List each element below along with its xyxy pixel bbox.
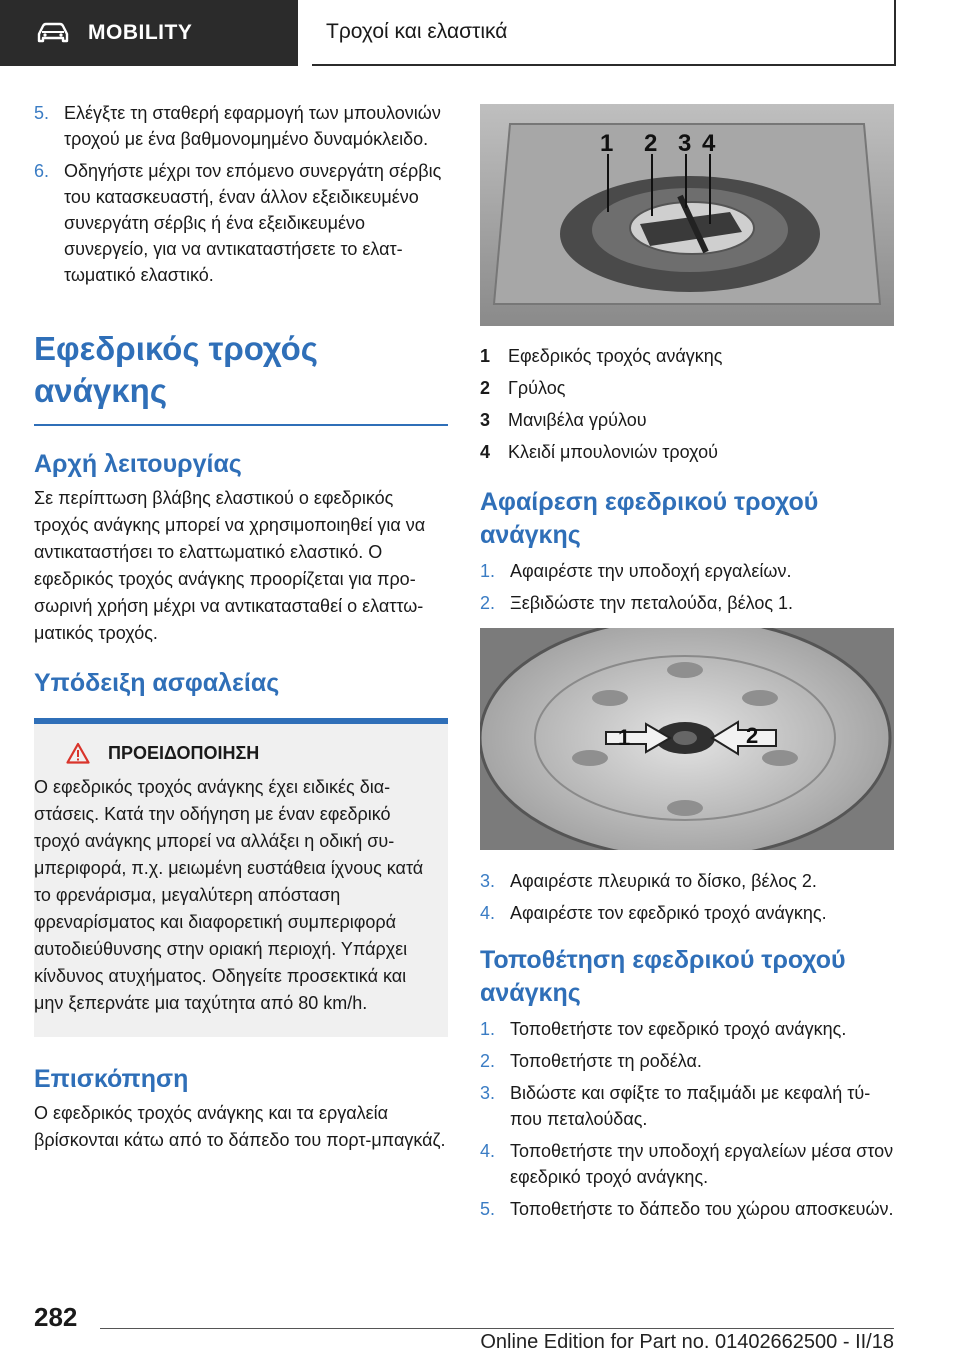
footer-divider bbox=[100, 1328, 894, 1329]
list-item bbox=[480, 900, 894, 926]
list-item bbox=[480, 1138, 894, 1190]
step-text: Τοποθετήστε το δάπεδο του χώρου αποσκευών. bbox=[510, 1199, 894, 1219]
legend-item bbox=[480, 404, 894, 436]
spare-wheel-compartment-image bbox=[480, 104, 894, 326]
step-text: Βιδώστε και σφίξτε το παξιμάδι με κεφαλή τύπου πεταλούδας. bbox=[510, 1083, 871, 1129]
warning-box bbox=[34, 718, 448, 1037]
remove-heading: Αφαίρεση εφεδρικού τροχού ανάγκης bbox=[480, 488, 819, 549]
right-column bbox=[480, 104, 894, 1228]
step-number: 5. bbox=[480, 1199, 496, 1219]
legend-text: Εφεδρικός τροχός ανάγκης bbox=[508, 346, 723, 366]
spare-wheel-nut-image bbox=[480, 628, 894, 850]
list-item bbox=[480, 1080, 894, 1132]
install-steps bbox=[480, 1016, 894, 1222]
install-heading: Τοποθέτηση εφεδρικού τροχού ανάγκης bbox=[480, 946, 846, 1007]
legend-text: Κλειδί μπουλονιών τροχού bbox=[508, 442, 718, 462]
step-text: Οδηγήστε μέχρι τον επόμενο συνεργάτη σέρβις του κατασκευαστή, έναν άλλον εξειδικευμένο συνεργάτη σέρβις ή ένα εξειδικευμένο συνεργείο, για να αντικαταστήσετε το ελαττωματικό ελαστικό. bbox=[64, 161, 442, 285]
legend-number: 1 bbox=[480, 346, 491, 366]
warning-text: Ο εφεδρικός τροχός ανάγκης έχει ειδικές διαστάσεις. Κατά την οδήγηση με έναν εφεδρικό τροχό ανάγκης μπορεί να αλλάξει η οδική συμπεριφορά, π.χ. μειωμένη ευστάθεια ίχνους κατά το φρενάρισμα, μεγαλύτερη απόσταση φρεναρίσματος και διαφορετική συμπεριφορά αυτοδιεύθυνσης στην οριακή περιοχή. Υπάρχει κίνδυνος ατυχήματος. Οδηγείτε προσεκτικά και μην ξεπερνάτε μια ταχύτητα από 80 km/h. bbox=[34, 777, 424, 1013]
figure1-label-1: 1 bbox=[600, 130, 614, 157]
step-number: 1. bbox=[480, 1019, 496, 1039]
step-text: Αφαιρέστε πλευρικά το δίσκο, βέλος 2. bbox=[510, 871, 817, 891]
figure2-label-2: 2 bbox=[746, 723, 759, 748]
warning-triangle-icon bbox=[66, 742, 90, 764]
figure1-label-2: 2 bbox=[644, 130, 658, 157]
step-number: 3. bbox=[480, 1083, 496, 1103]
warning-header bbox=[66, 742, 434, 764]
step-number: 2. bbox=[480, 593, 496, 613]
brand-label: MOBILITY bbox=[88, 21, 193, 44]
overview-heading: Επισκόπηση bbox=[34, 1065, 189, 1093]
step-number: 1. bbox=[480, 561, 496, 581]
step-number: 6. bbox=[34, 161, 50, 181]
chapter-title: Τροχοί και ελαστικά bbox=[326, 20, 508, 43]
page-number: 282 bbox=[34, 1302, 78, 1332]
legend-text: Μανιβέλα γρύλου bbox=[508, 410, 647, 430]
step-text: Τοποθετήστε τη ροδέλα. bbox=[510, 1051, 702, 1071]
list-item bbox=[480, 558, 894, 584]
legend-number: 3 bbox=[480, 410, 491, 430]
step-text: Τοποθετήστε τον εφεδρικό τροχό ανάγκης. bbox=[510, 1019, 847, 1039]
wheel-photo-illustration bbox=[480, 628, 894, 850]
list-item bbox=[480, 1016, 894, 1042]
step-text: Ξεβιδώστε την πεταλούδα, βέλος 1. bbox=[510, 593, 794, 613]
step-number: 2. bbox=[480, 1051, 496, 1071]
overview-text: Ο εφεδρικός τροχός ανάγκης και τα εργαλεία βρίσκονται κάτω από το δάπεδο του πορτ-μπαγκάζ. bbox=[34, 1103, 446, 1150]
edition-text: Online Edition for Part no. 01402662500 - II/18 bbox=[480, 1331, 894, 1353]
list-item bbox=[480, 868, 894, 894]
legend-item bbox=[480, 372, 894, 404]
figure2-label-1: 1 bbox=[618, 725, 631, 750]
safety-heading: Υπόδειξη ασφαλείας bbox=[34, 669, 280, 697]
step-number: 5. bbox=[34, 103, 50, 123]
section-title: Εφεδρικός τροχός ανάγκης bbox=[34, 328, 448, 426]
page-header bbox=[0, 0, 960, 66]
step-number: 3. bbox=[480, 871, 496, 891]
steps-top-list bbox=[34, 100, 448, 288]
principle-heading: Αρχή λειτουργίας bbox=[34, 450, 242, 478]
list-item bbox=[480, 590, 894, 616]
step-text: Αφαιρέστε την υποδοχή εργαλείων. bbox=[510, 561, 792, 581]
chapter-tab bbox=[312, 0, 896, 66]
legend-text: Γρύλος bbox=[508, 378, 566, 398]
left-column bbox=[34, 100, 448, 1154]
list-item bbox=[34, 100, 448, 152]
step-number: 4. bbox=[480, 903, 496, 923]
step-number: 4. bbox=[480, 1141, 496, 1161]
legend-number: 4 bbox=[480, 442, 491, 462]
brand-tab bbox=[0, 0, 298, 66]
list-item bbox=[34, 158, 448, 288]
legend-item bbox=[480, 340, 894, 372]
principle-text: Σε περίπτωση βλάβης ελαστικού ο εφεδρικός τροχός ανάγκης μπορεί να χρησιμοποιηθεί για να αντικαταστήσει το ελαττωματικό ελαστικό. Ο εφεδρικός τροχός ανάγκης προορίζεται για προσωρινή χρήση μέχρι να αντικατασταθεί ο ελαττωματικός τροχός. bbox=[34, 488, 426, 643]
list-item bbox=[480, 1196, 894, 1222]
car-icon bbox=[36, 22, 70, 44]
remove-steps-part1 bbox=[480, 558, 894, 616]
legend-number: 2 bbox=[480, 378, 491, 398]
warning-title: ΠΡΟΕΙΔΟΠΟΙΗΣΗ bbox=[108, 742, 260, 763]
figure-legend bbox=[480, 340, 894, 468]
step-text: Ελέγξτε τη σταθερή εφαρμογή των μπουλονιών τροχού με ένα βαθμονομημένο δυναμόκλειδο. bbox=[64, 103, 441, 149]
list-item bbox=[480, 1048, 894, 1074]
figure1-label-3: 3 bbox=[678, 130, 692, 157]
step-text: Αφαιρέστε τον εφεδρικό τροχό ανάγκης. bbox=[510, 903, 827, 923]
step-text: Τοποθετήστε την υποδοχή εργαλείων μέσα στον εφεδρικό τροχό ανάγκης. bbox=[510, 1141, 894, 1187]
legend-item bbox=[480, 436, 894, 468]
remove-steps-part2 bbox=[480, 868, 894, 926]
figure1-label-4: 4 bbox=[702, 130, 716, 157]
